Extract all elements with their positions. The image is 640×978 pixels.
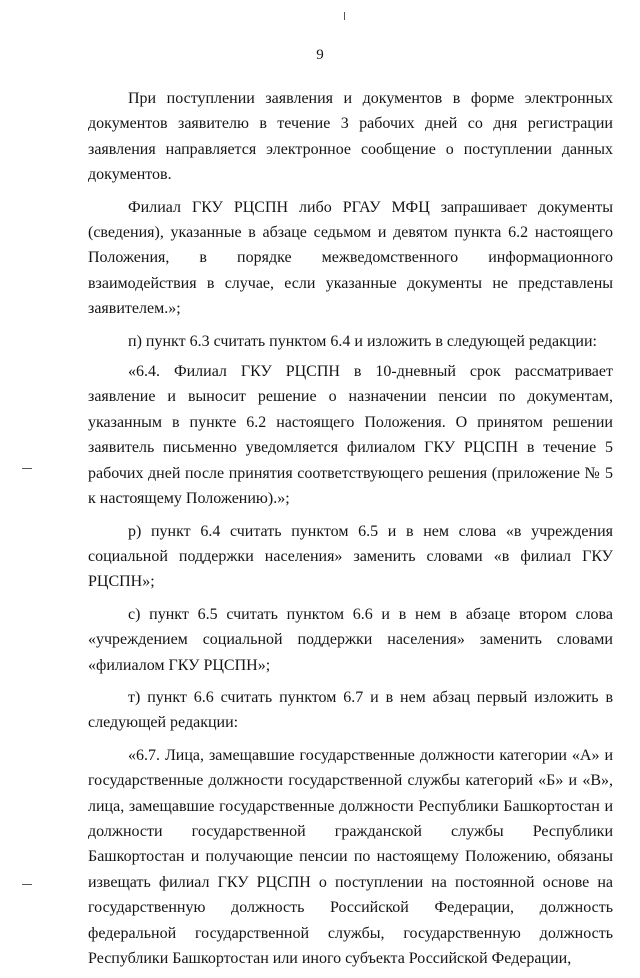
paragraph-interagency-request: Филиал ГКУ РЦСПН либо РГАУ МФЦ запрашивает документы (сведения), указанные в абзаце седьмом и девятом пункта 6.2 настоящего Положения, в порядке межведомственного информационного взаимодействия в случае, если указанные документы не представлены заявителем.»; (88, 198, 613, 318)
paragraph-item-t: т) пункт 6.6 считать пунктом 6.7 и в нем абзац первый изложить в следующей редакции: (88, 688, 613, 732)
scan-mark-left-bottom (22, 884, 32, 885)
paragraph-electronic-notice: При поступлении заявления и документов в форме электронных документов заявителю в течение 3 рабочих дней со дня регистрации заявления направляется электронное сообщение о поступлении данных документов. (88, 90, 613, 184)
paragraph-item-p: п) пункт 6.3 считать пунктом 6.4 и изложить в следующей редакции: (128, 332, 597, 350)
document-body (88, 86, 613, 978)
paragraph-item-r: р) пункт 6.4 считать пунктом 6.5 и в нем слова «в учреждения социальной поддержки населения» заменить словами «в филиал ГКУ РЦСПН»; (88, 522, 613, 591)
paragraph-clause-6-7: «6.7. Лица, замещавшие государственные должности категории «А» и государственные должности государственной службы категорий «Б» и «В», лица, замещавшие государственные должности Республики Башкортостан и должности государственной гражданской службы Республики Башкортостан и получающие пенсии по настоящему Положению, обязаны извещать филиал ГКУ РЦСПН о поступлении на постоянной основе на государственную должность Российской Федерации, должность федеральной государственной службы, государственную должность Республики Башкортостан или иного субъекта Российской Федерации, (88, 746, 613, 967)
scan-mark-left (22, 468, 32, 469)
paragraph-item-s: с) пункт 6.5 считать пунктом 6.6 и в нем в абзаце втором слова «учреждением социальной поддержки населения» заменить словами «филиалом ГКУ РЦСПН»; (88, 605, 613, 674)
scan-mark-top (344, 12, 345, 20)
page-number: 9 (316, 47, 324, 63)
paragraph-clause-6-4: «6.4. Филиал ГКУ РЦСПН в 10-дневный срок рассматривает заявление и выносит решение о назначении пенсии по документам, указанным в пункте 6.2 настоящего Положения. О принятом решении заявитель письменно уведомляется филиалом ГКУ РЦСПН в течение 5 рабочих дней после принятия соответствующего решения (приложение № 5 к настоящему Положению).»; (88, 363, 613, 508)
